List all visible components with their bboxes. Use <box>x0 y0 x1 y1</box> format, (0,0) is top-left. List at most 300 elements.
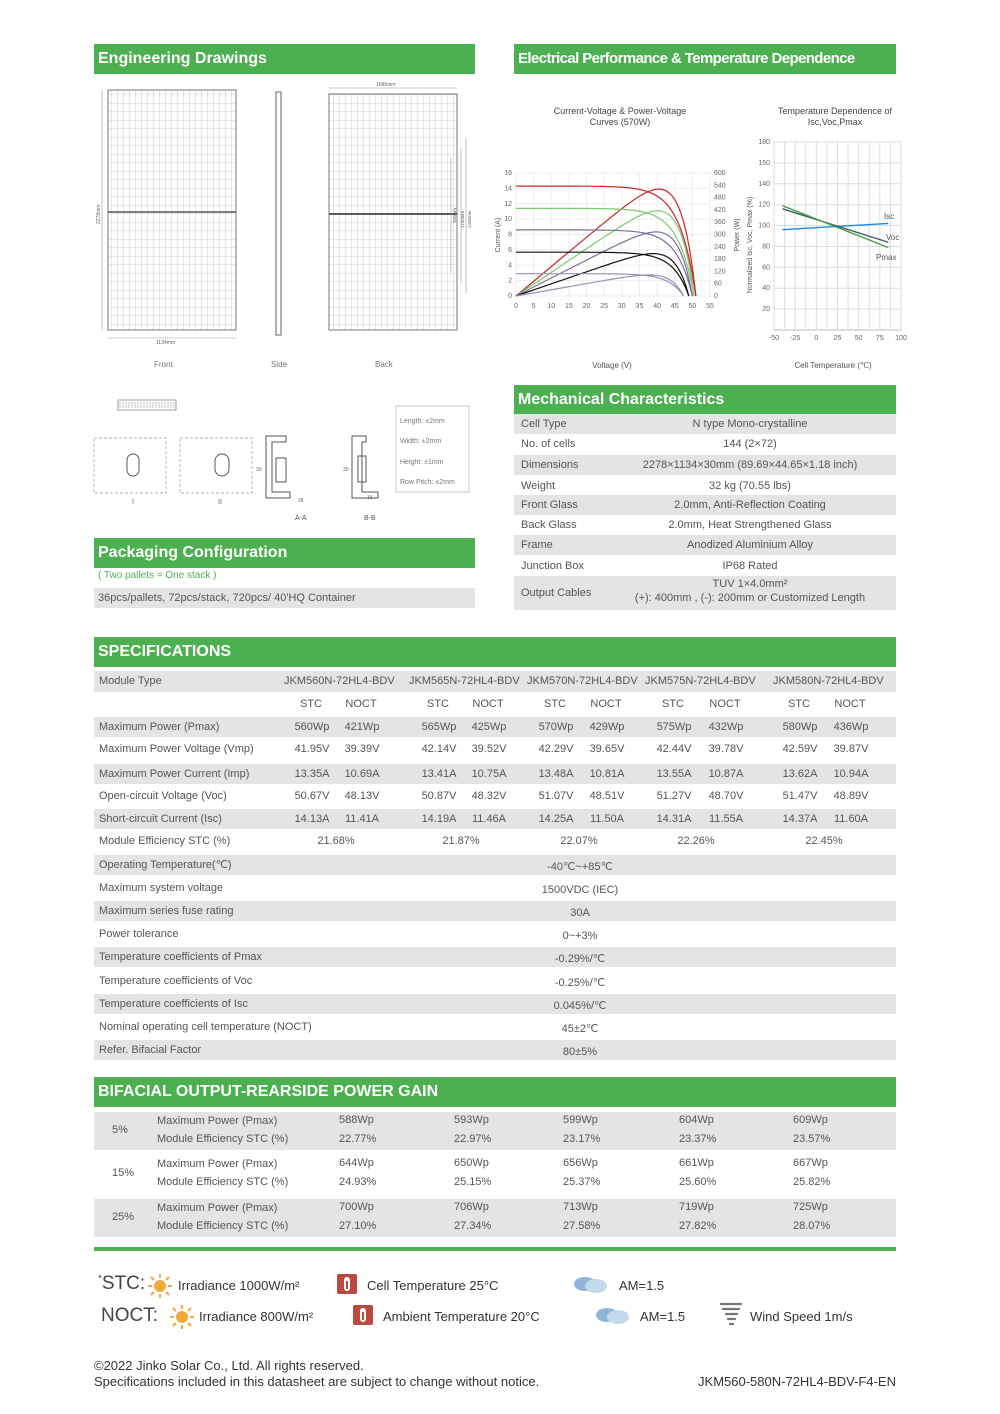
spec-value: 48.32V <box>471 790 507 802</box>
spec-stc-header: STC <box>300 698 322 710</box>
spec-model-name: JKM565N-72HL4-BDV <box>409 675 520 687</box>
bifacial-pmax-value: 656Wp <box>563 1157 598 1169</box>
mech-label: Output Cables <box>521 587 592 599</box>
tolerance-length: Length: ±2mm <box>400 418 445 425</box>
temp-y-tick: 160 <box>758 159 770 167</box>
document-code: JKM560-580N-72HL4-BDV-F4-EN <box>698 1374 896 1389</box>
temp-y-tick: 20 <box>762 306 770 314</box>
spec-value: 50.67V <box>294 790 330 802</box>
spec-noct-header: NOCT <box>345 698 377 710</box>
bifacial-eff-value: 25.60% <box>679 1176 717 1188</box>
spec-value: 560Wp <box>294 721 330 733</box>
spec-model-name: JKM580N-72HL4-BDV <box>773 675 884 687</box>
bifacial-pmax-label: Maximum Power (Pmax) <box>157 1115 278 1127</box>
bifacial-header: BIFACIAL OUTPUT-REARSIDE POWER GAIN <box>94 1077 896 1107</box>
stc-irradiance: Irradiance 1000W/m² <box>178 1278 300 1293</box>
temp-legend-isc: Isc <box>884 212 895 221</box>
noct-irradiance: Irradiance 800W/m² <box>199 1309 314 1324</box>
spec-value: 13.62A <box>782 768 818 780</box>
spec-common-value: 0~+3% <box>562 930 598 942</box>
bifacial-eff-value: 27.58% <box>563 1220 601 1232</box>
spec-value: 14.31A <box>656 813 692 825</box>
bifacial-pmax-value: 588Wp <box>339 1114 374 1126</box>
spec-value: 51.27V <box>656 790 692 802</box>
spec-label: Temperature coefficients of Isc <box>99 998 248 1010</box>
mech-label: Dimensions <box>521 459 579 471</box>
spec-common-row <box>94 924 896 944</box>
spec-label: Maximum system voltage <box>99 882 224 894</box>
spec-value: 10.81A <box>589 768 625 780</box>
spec-value: 11.46A <box>471 813 507 825</box>
packaging-header: Packaging Configuration <box>94 538 475 568</box>
iv-y-left-tick: 4 <box>508 262 512 270</box>
spec-stc-noct-row <box>94 694 896 714</box>
spec-value: 41.95V <box>294 743 330 755</box>
spec-stc-header: STC <box>544 698 566 710</box>
specifications-header: SPECIFICATIONS <box>94 637 896 667</box>
mech-label: Back Glass <box>521 519 577 531</box>
spec-common-row <box>94 1017 896 1037</box>
bifacial-percent: 5% <box>112 1124 128 1136</box>
mech-value: 144 (2×72) <box>723 438 777 450</box>
mech-value: 32 kg (70.55 lbs) <box>709 480 791 492</box>
iv-y-right-tick: 60 <box>714 280 722 288</box>
spec-label: Maximum series fuse rating <box>99 905 234 917</box>
stc-cell-temperature: Cell Temperature 25°C <box>367 1278 499 1293</box>
spec-value: 14.25A <box>538 813 574 825</box>
spec-row <box>94 717 896 737</box>
temp-y-tick: 120 <box>758 201 770 209</box>
spec-row <box>94 764 896 784</box>
temp-legend-voc: Voc <box>886 233 900 242</box>
spec-row <box>94 786 896 806</box>
mech-row <box>514 476 896 496</box>
spec-value: 10.94A <box>833 768 869 780</box>
iv-x-tick: 5 <box>531 303 536 310</box>
spec-value: 13.48A <box>538 768 574 780</box>
spec-efficiency-value: 22.45% <box>805 835 843 847</box>
spec-label: Maximum Power Voltage (Vmp) <box>99 743 254 755</box>
temp-chart-title-1: Temperature Dependence of <box>777 106 893 116</box>
electrical-header: Electrical Performance & Temperature Dependence <box>514 44 896 74</box>
spec-value: 10.75A <box>471 768 507 780</box>
spec-label: Operating Temperature(℃) <box>99 859 232 871</box>
spec-label: Nominal operating cell temperature (NOCT) <box>99 1021 312 1033</box>
bifacial-table <box>94 1112 896 1236</box>
mechanical-table <box>514 414 896 610</box>
bifacial-percent: 25% <box>112 1211 135 1223</box>
spec-noct-header: NOCT <box>709 698 741 710</box>
spec-value: 48.13V <box>344 790 380 802</box>
spec-common-value: -0.25%/℃ <box>554 977 606 989</box>
section-i-label: I <box>132 499 134 506</box>
iv-y-right-tick: 240 <box>714 243 726 251</box>
temp-x-tick: -50 <box>768 335 780 342</box>
spec-value: 565Wp <box>421 721 457 733</box>
temp-chart-title-2: Isc,Voc,Pmax <box>807 117 863 127</box>
dim-1100-label: 1100mm <box>460 210 465 228</box>
mech-value: IP68 Rated <box>722 560 778 572</box>
side-label: Side <box>271 360 288 369</box>
dim-400-label: 400mm <box>452 207 457 223</box>
copyright: ©2022 Jinko Solar Co., Ltd. All rights reserved. <box>94 1358 364 1373</box>
thermometer-icon <box>351 1303 375 1327</box>
temp-y-tick: 100 <box>758 222 770 230</box>
temp-x-tick: 75 <box>875 335 884 342</box>
iv-x-tick: 10 <box>547 303 556 310</box>
spec-efficiency-value: 22.26% <box>677 835 715 847</box>
bifacial-eff-value: 24.93% <box>339 1176 377 1188</box>
spec-value: 39.39V <box>344 743 380 755</box>
dim-1400-label: 1400mm <box>467 210 472 228</box>
iv-y-left-tick: 2 <box>508 277 512 285</box>
iv-chart <box>490 100 741 375</box>
dim-15-label: 15 <box>367 495 373 501</box>
mech-label: Weight <box>521 480 556 492</box>
spec-common-value: -0.29%/℃ <box>554 953 606 965</box>
pv-curve-1 <box>516 211 694 296</box>
spec-value: 14.37A <box>782 813 818 825</box>
spec-model-row <box>94 671 896 692</box>
tolerance-width: Width: ±2mm <box>400 438 442 445</box>
spec-efficiency-value: 21.68% <box>317 835 355 847</box>
tolerance-row-pitch: Row Pitch: ±2mm <box>400 479 455 486</box>
mech-label: Junction Box <box>521 560 584 572</box>
spec-common-row <box>94 855 896 875</box>
spec-label: Maximum Power (Pmax) <box>99 721 220 733</box>
spec-value: 432Wp <box>708 721 744 733</box>
spec-value: 425Wp <box>471 721 507 733</box>
packaging-text: 36pcs/pallets, 72pcs/stack, 720pcs/ 40'HQ Container <box>94 588 475 608</box>
bifacial-eff-value: 27.10% <box>339 1220 377 1232</box>
iv-chart-ylabel-right: Power (W) <box>734 218 741 252</box>
spec-value: 42.14V <box>421 743 457 755</box>
spec-efficiency-value: 21.87% <box>442 835 480 847</box>
spec-label: Temperature coefficients of Pmax <box>99 951 263 963</box>
iv-y-right-tick: 540 <box>714 182 726 190</box>
temp-legend-pmax: Pmax <box>876 253 897 262</box>
dim-top-label: 1096mm <box>376 82 396 88</box>
spec-label: Open-circuit Voltage (Voc) <box>99 790 227 802</box>
iv-y-right-tick: 600 <box>714 170 726 177</box>
spec-value: 39.87V <box>833 743 869 755</box>
iv-y-right-tick: 420 <box>714 206 726 214</box>
mech-value: 2.0mm, Heat Strengthened Glass <box>668 519 832 531</box>
bifacial-group <box>94 1199 896 1237</box>
mech-label: No. of cells <box>521 438 576 450</box>
temp-x-tick: 0 <box>814 335 819 342</box>
mech-row <box>514 455 896 475</box>
bifacial-eff-value: 22.97% <box>454 1133 492 1145</box>
spec-common-value: 30A <box>570 907 590 919</box>
thermometer-icon <box>335 1272 359 1296</box>
spec-stc-header: STC <box>427 698 449 710</box>
spec-stc-header: STC <box>788 698 810 710</box>
spec-label: Maximum Power Current (Imp) <box>99 768 250 780</box>
iv-y-left-tick: 0 <box>508 293 512 300</box>
section-details-drawing <box>94 396 475 526</box>
iv-y-right-tick: 360 <box>714 219 726 227</box>
spec-value: 48.51V <box>589 790 625 802</box>
bifacial-pmax-value: 661Wp <box>679 1157 714 1169</box>
bifacial-eff-value: 27.82% <box>679 1220 717 1232</box>
iv-chart-ylabel-left: Current (A) <box>495 217 502 253</box>
temp-x-tick: 25 <box>833 335 842 342</box>
spec-label: Temperature coefficients of Voc <box>99 975 253 987</box>
spec-value: 48.89V <box>833 790 869 802</box>
spec-noct-header: NOCT <box>834 698 866 710</box>
spec-common-value: 1500VDC (IEC) <box>541 884 619 896</box>
temp-y-tick: 60 <box>762 264 770 272</box>
spec-value: 42.29V <box>538 743 574 755</box>
iv-y-right-tick: 0 <box>714 293 718 300</box>
temp-y-tick: 140 <box>758 180 770 188</box>
cloud-icon <box>570 1271 610 1295</box>
spec-module-type-label: Module Type <box>99 675 162 687</box>
spec-value: 13.55A <box>656 768 692 780</box>
spec-value: 575Wp <box>656 721 692 733</box>
iv-y-left-tick: 6 <box>508 246 512 254</box>
spec-label: Short-circuit Current (Isc) <box>99 813 222 825</box>
mech-value: TUV 1×4.0mm² <box>712 578 788 590</box>
bifacial-pmax-value: 725Wp <box>793 1201 828 1213</box>
iv-y-left-tick: 8 <box>508 231 512 239</box>
bifacial-eff-value: 25.15% <box>454 1176 492 1188</box>
iv-x-tick: 25 <box>600 303 609 310</box>
bifacial-eff-value: 23.57% <box>793 1133 831 1145</box>
spec-label: Power tolerance <box>99 928 179 940</box>
spec-value: 51.47V <box>782 790 818 802</box>
temp-chart <box>740 100 920 375</box>
spec-value: 13.35A <box>294 768 330 780</box>
mech-value: 2278×1134×30mm (89.69×44.65×1.18 inch) <box>642 459 858 471</box>
spec-label: Refer. Bifacial Factor <box>99 1044 202 1056</box>
spec-model-name: JKM560N-72HL4-BDV <box>284 675 395 687</box>
iv-x-tick: 50 <box>688 303 697 310</box>
bifacial-eff-label: Module Efficiency STC (%) <box>157 1220 289 1232</box>
packaging-note: ( Two pallets = One stack ) <box>98 570 217 581</box>
bifacial-eff-value: 27.34% <box>454 1220 492 1232</box>
iv-chart-title-2: Curves (570W) <box>589 117 651 127</box>
bifacial-eff-value: 25.82% <box>793 1176 831 1188</box>
spec-common-value: 0.045%/℃ <box>553 1000 607 1012</box>
bifacial-eff-label: Module Efficiency STC (%) <box>157 1176 289 1188</box>
bifacial-pmax-value: 599Wp <box>563 1114 598 1126</box>
bifacial-pmax-value: 650Wp <box>454 1157 489 1169</box>
iv-x-tick: 0 <box>514 303 518 310</box>
iv-curve-4 <box>516 274 684 296</box>
temp-y-tick: 180 <box>758 139 770 146</box>
bifacial-pmax-value: 706Wp <box>454 1201 489 1213</box>
temp-x-tick: 100 <box>895 335 907 342</box>
bifacial-pmax-value: 604Wp <box>679 1114 714 1126</box>
spec-value: 10.87A <box>708 768 744 780</box>
bifacial-pmax-value: 700Wp <box>339 1201 374 1213</box>
dim-28-label: 28 <box>298 498 304 504</box>
section-ii-label: II <box>218 499 222 506</box>
iv-chart-xlabel: Voltage (V) <box>592 361 632 370</box>
bifacial-eff-value: 28.07% <box>793 1220 831 1232</box>
dim-width-label: 1134mm <box>156 340 176 346</box>
spec-common-row <box>94 994 896 1014</box>
iv-x-tick: 20 <box>582 303 591 310</box>
sun-icon <box>147 1273 173 1299</box>
spec-value: 39.78V <box>708 743 744 755</box>
temp-series-pmax <box>782 206 888 248</box>
engineering-drawing <box>94 78 475 378</box>
mech-row <box>514 515 896 535</box>
mech-label: Cell Type <box>521 418 567 430</box>
temp-x-tick: 50 <box>854 335 863 342</box>
spec-value: 11.55A <box>708 813 744 825</box>
iv-y-right-tick: 120 <box>714 268 726 276</box>
mech-row <box>514 576 896 610</box>
spec-common-value: -40℃~+85℃ <box>547 861 613 873</box>
spec-row <box>94 809 896 829</box>
mech-label: Frame <box>521 539 553 551</box>
bifacial-eff-value: 25.37% <box>563 1176 601 1188</box>
cloud-icon <box>592 1302 632 1326</box>
noct-ambient-temperature: Ambient Temperature 20°C <box>383 1309 540 1324</box>
spec-value: 50.87V <box>421 790 457 802</box>
bifacial-pmax-value: 719Wp <box>679 1201 714 1213</box>
spec-value: 421Wp <box>344 721 380 733</box>
mech-label: Front Glass <box>521 499 578 511</box>
wind-icon <box>718 1300 744 1328</box>
mechanical-header: Mechanical Characteristics <box>514 385 896 415</box>
section-aa-label: A-A <box>295 515 307 522</box>
mech-value: Anodized Aluminium Alloy <box>687 539 813 551</box>
bifacial-pmax-value: 713Wp <box>563 1201 598 1213</box>
spec-common-value: 80±5% <box>562 1046 598 1058</box>
bifacial-percent: 15% <box>112 1167 135 1179</box>
bifacial-pmax-value: 667Wp <box>793 1157 828 1169</box>
stc-am: AM=1.5 <box>619 1278 665 1293</box>
bifacial-pmax-value: 609Wp <box>793 1114 828 1126</box>
mech-row <box>514 434 896 454</box>
bifacial-group <box>94 1112 896 1150</box>
spec-model-name: JKM570N-72HL4-BDV <box>527 675 638 687</box>
spec-common-row <box>94 1040 896 1060</box>
spec-value: 11.60A <box>833 813 869 825</box>
mech-value: N type Mono-crystalline <box>692 418 808 430</box>
bifacial-pmax-label: Maximum Power (Pmax) <box>157 1158 278 1170</box>
section-bb-label: B-B <box>364 515 376 522</box>
spec-value: 580Wp <box>782 721 818 733</box>
bifacial-eff-value: 23.17% <box>563 1133 601 1145</box>
spec-noct-header: NOCT <box>590 698 622 710</box>
mech-value-2: (+): 400mm , (-): 200mm or Customized Length <box>634 592 866 604</box>
noct-label: NOCT: <box>101 1305 158 1326</box>
spec-value: 42.59V <box>782 743 818 755</box>
spec-value: 11.41A <box>344 813 380 825</box>
spec-stc-header: STC <box>662 698 684 710</box>
spec-value: 436Wp <box>833 721 869 733</box>
spec-value: 42.44V <box>656 743 692 755</box>
spec-value: 13.41A <box>421 768 457 780</box>
tolerance-height: Height: ±1mm <box>400 459 444 466</box>
iv-y-left-tick: 16 <box>504 170 512 177</box>
notice: Specifications included in this datasheet are subject to change without notice. <box>94 1374 540 1389</box>
iv-y-right-tick: 300 <box>714 231 726 239</box>
iv-x-tick: 40 <box>653 303 661 310</box>
spec-row <box>94 739 896 759</box>
spec-common-row <box>94 971 896 991</box>
spec-model-name: JKM575N-72HL4-BDV <box>645 675 756 687</box>
spec-value: 570Wp <box>538 721 574 733</box>
sun-icon <box>169 1304 195 1330</box>
iv-y-left-tick: 12 <box>504 200 512 208</box>
bifacial-eff-value: 22.77% <box>339 1133 377 1145</box>
stc-label: *STC: <box>98 1273 146 1294</box>
spec-value: 39.65V <box>589 743 625 755</box>
engineering-header: Engineering Drawings <box>94 44 475 74</box>
back-label: Back <box>375 360 393 369</box>
bifacial-group <box>94 1155 896 1193</box>
spec-value: 48.70V <box>708 790 744 802</box>
mech-row <box>514 495 896 515</box>
spec-value: 51.07V <box>538 790 574 802</box>
spec-label: Module Efficiency STC (%) <box>99 835 231 847</box>
iv-x-tick: 45 <box>670 303 679 310</box>
iv-y-right-tick: 480 <box>714 194 726 202</box>
temp-y-tick: 40 <box>762 285 770 293</box>
iv-y-right-tick: 180 <box>714 256 726 264</box>
mech-row <box>514 414 896 434</box>
iv-chart-title-1: Current-Voltage & Power-Voltage <box>553 106 687 116</box>
spec-efficiency-value: 22.07% <box>560 835 598 847</box>
temp-x-tick: -25 <box>790 335 801 342</box>
bifacial-eff-label: Module Efficiency STC (%) <box>157 1133 289 1145</box>
spec-common-row <box>94 901 896 921</box>
dim-30a-label: 30 <box>256 467 262 473</box>
iv-y-left-tick: 14 <box>504 185 512 193</box>
mech-row <box>514 535 896 555</box>
spec-value: 14.19A <box>421 813 457 825</box>
spec-noct-header: NOCT <box>472 698 504 710</box>
temp-y-tick: 80 <box>762 243 770 251</box>
temp-chart-ylabel: Normalized Isc, Voc, Pmax (%) <box>747 196 754 294</box>
spec-common-row <box>94 878 896 898</box>
noct-am: AM=1.5 <box>640 1309 686 1324</box>
spec-common-row <box>94 947 896 967</box>
temp-chart-xlabel: Cell Temperature (℃) <box>794 361 872 370</box>
bifacial-pmax-value: 593Wp <box>454 1114 489 1126</box>
mech-value: 2.0mm, Anti-Reflection Coating <box>674 499 826 511</box>
bifacial-pmax-value: 644Wp <box>339 1157 374 1169</box>
spec-common-value: 45±2℃ <box>561 1023 599 1035</box>
dim-30b-label: 30 <box>343 467 349 473</box>
bifacial-eff-value: 23.37% <box>679 1133 717 1145</box>
spec-value: 429Wp <box>589 721 625 733</box>
spec-value: 14.13A <box>294 813 330 825</box>
iv-x-tick: 55 <box>706 303 714 310</box>
noct-wind-speed: Wind Speed 1m/s <box>750 1309 853 1324</box>
bifacial-divider <box>94 1247 896 1251</box>
iv-x-tick: 15 <box>565 303 573 310</box>
spec-value: 39.52V <box>471 743 507 755</box>
iv-x-tick: 35 <box>635 303 644 310</box>
iv-x-tick: 30 <box>617 303 626 310</box>
spec-value: 10.69A <box>344 768 380 780</box>
bifacial-pmax-label: Maximum Power (Pmax) <box>157 1202 278 1214</box>
iv-y-left-tick: 10 <box>504 216 512 224</box>
spec-efficiency-row <box>94 831 896 851</box>
front-label: Front <box>154 360 173 369</box>
dim-height-label: 2278mm <box>96 204 102 224</box>
specifications-table <box>94 670 896 1062</box>
spec-value: 11.50A <box>589 813 625 825</box>
